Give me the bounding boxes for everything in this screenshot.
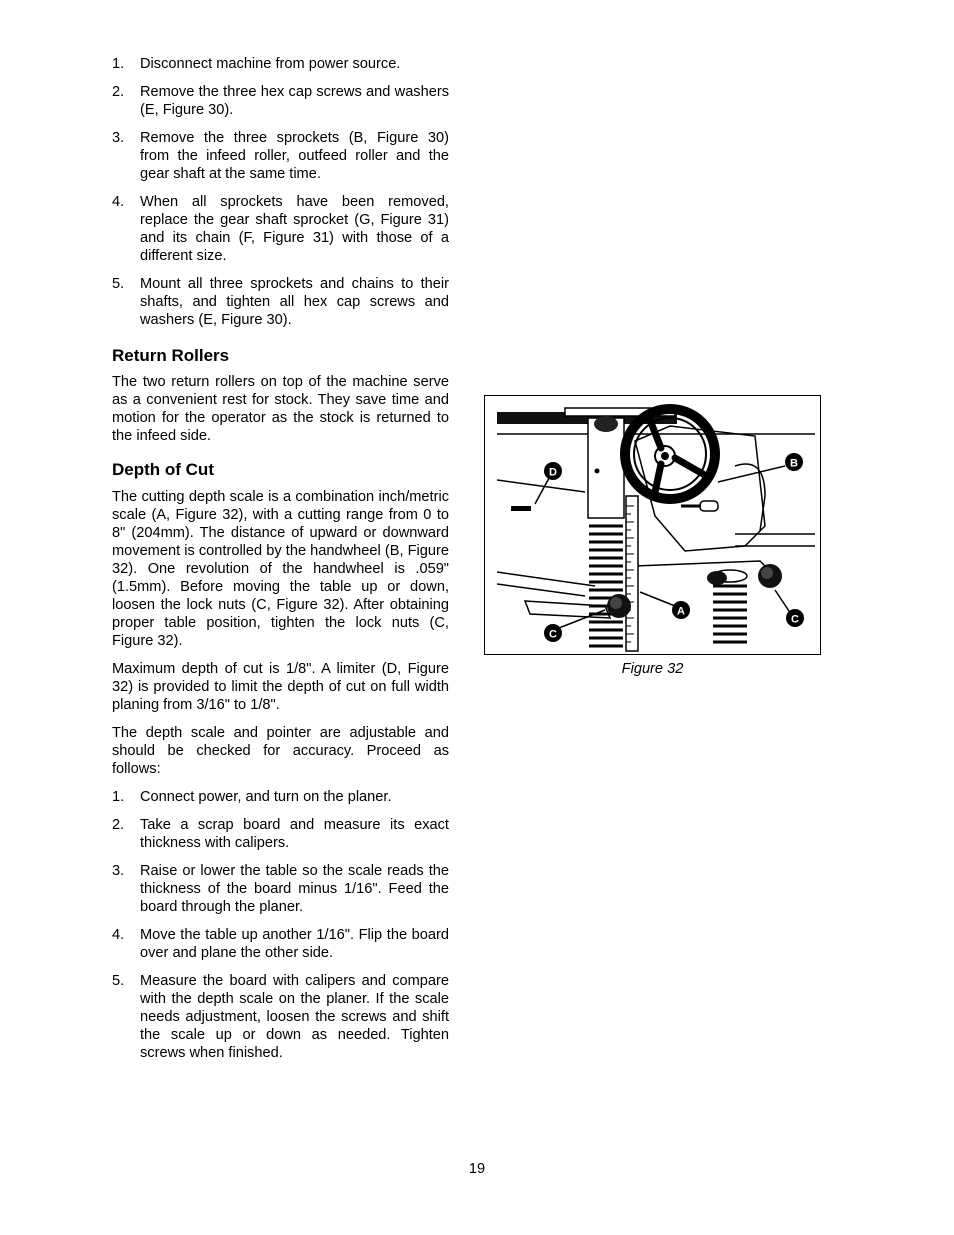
list-item <box>112 55 449 73</box>
figure-caption: Figure 32 <box>621 661 684 677</box>
step-text: Remove the three hex cap screws and washers (E, Figure 30). <box>140 84 449 118</box>
planer-drawing <box>485 396 820 654</box>
step-number: 4. <box>112 194 125 210</box>
list-item <box>112 275 449 329</box>
callout-label: B <box>790 457 798 470</box>
list-item <box>112 193 449 265</box>
step-number: 4. <box>112 927 125 943</box>
section-heading: Depth of Cut <box>112 460 214 479</box>
step-text: Mount all three sprockets and chains to their shafts, and tighten all hex cap screws and washers (E, Figure 30). <box>140 276 449 328</box>
step-text: When all sprockets have been removed, replace the gear shaft sprocket (G, Figure 31) and its chain (F, Figure 31) with those of a different size. <box>140 194 449 264</box>
callout-label: A <box>677 605 685 618</box>
paragraph: The cutting depth scale is a combination inch/metric scale (A, Figure 32), with a cutting range from 0 to 8" (204mm). The distance of upward or downward movement is controlled by the handwheel (B, Figure 32). One revolution of the handwheel is .059" (1.5mm). Before moving the table up or down, loosen the lock nuts (C, Figure 32). After obtaining proper table position, tighten the lock nuts (C, Figure 32). <box>112 489 449 649</box>
step-number: 5. <box>112 973 125 989</box>
step-number: 2. <box>112 84 125 100</box>
step-text: Raise or lower the table so the scale reads the thickness of the board minus 1/16". Feed the board through the planer. <box>140 863 449 915</box>
paragraph: The two return rollers on top of the machine serve as a convenient rest for stock. They save time and motion for the operator as the stock is returned to the infeed side. <box>112 374 449 444</box>
step-text: Disconnect machine from power source. <box>140 56 401 72</box>
step-text: Connect power, and turn on the planer. <box>140 789 392 805</box>
list-item <box>112 926 449 962</box>
step-number: 1. <box>112 789 125 805</box>
callout-label: D <box>549 466 557 479</box>
callout-label: C <box>791 613 799 626</box>
step-number: 1. <box>112 56 125 72</box>
callout-a <box>672 601 690 619</box>
step-text: Take a scrap board and measure its exact thickness with calipers. <box>140 817 449 851</box>
list-item <box>112 788 449 806</box>
callout-c-right <box>786 609 804 627</box>
callout-b <box>785 453 803 471</box>
list-item <box>112 129 449 183</box>
sprocket-steps-list <box>112 55 449 329</box>
paragraph: The depth scale and pointer are adjustable and should be checked for accuracy. Proceed as follows: <box>112 725 449 777</box>
list-item <box>112 83 449 119</box>
list-item <box>112 816 449 852</box>
step-number: 3. <box>112 130 125 146</box>
step-number: 5. <box>112 276 125 292</box>
paragraph: Maximum depth of cut is 1/8". A limiter (D, Figure 32) is provided to limit the depth of cut on full width planing from 3/16" to 1/8". <box>112 661 449 713</box>
depth-of-cut-section <box>112 459 449 778</box>
page-number: 19 <box>468 1161 486 1177</box>
section-heading: Return Rollers <box>112 346 230 365</box>
list-item <box>112 972 449 1062</box>
handwheel <box>625 409 718 511</box>
text-column <box>112 55 449 1072</box>
depth-scale <box>626 496 638 651</box>
callout-label: C <box>549 628 557 641</box>
callout-d <box>544 462 562 480</box>
step-number: 3. <box>112 863 125 879</box>
scale-check-steps-list <box>112 788 449 1062</box>
step-text: Measure the board with calipers and compare with the depth scale on the planer. If the scale needs adjustment, loosen the screws and shift the scale up or down as needed. Tighten screws when finished. <box>140 973 449 1061</box>
list-item <box>112 862 449 916</box>
return-rollers-section <box>112 345 449 445</box>
figure-32-illustration <box>484 395 821 655</box>
step-text: Move the table up another 1/16". Flip the board over and plane the other side. <box>140 927 449 961</box>
limiter <box>511 506 531 511</box>
step-text: Remove the three sprockets (B, Figure 30) from the infeed roller, outfeed roller and the gear shaft at the same time. <box>140 130 449 182</box>
callout-c-left <box>544 624 562 642</box>
step-number: 2. <box>112 817 125 833</box>
